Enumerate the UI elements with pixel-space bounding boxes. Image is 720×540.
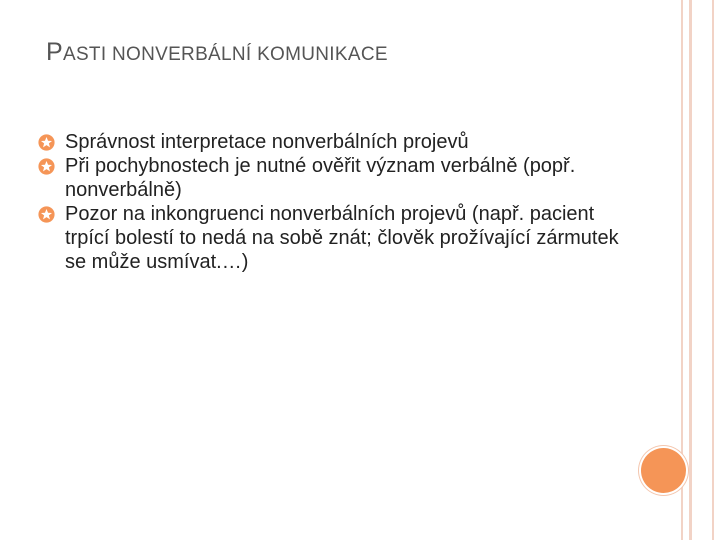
bullet-list <box>38 130 638 274</box>
star-icon <box>38 158 55 175</box>
bullet-item <box>38 202 638 274</box>
star-icon <box>38 134 55 151</box>
slide-title <box>46 38 388 67</box>
bullet-text: Pozor na inkongruenci nonverbálních projevů (např. pacient trpící bolestí to nedá na sobě znát; člověk prožívající zármutek se může usmívat.…) <box>65 203 619 273</box>
bullet-item <box>38 154 638 202</box>
title-rest: ASTI NONVERBÁLNÍ KOMUNIKACE <box>62 44 388 65</box>
decorative-circle <box>641 448 686 493</box>
decorative-rule <box>689 0 692 540</box>
star-icon <box>38 206 55 223</box>
bullet-text: Správnost interpretace nonverbálních projevů <box>65 131 469 153</box>
title-first-letter: P <box>46 38 63 66</box>
bullet-text: Při pochybnostech je nutné ověřit význam verbálně (popř. nonverbálně) <box>65 155 576 201</box>
decorative-rule <box>712 0 714 540</box>
bullet-item <box>38 130 638 154</box>
